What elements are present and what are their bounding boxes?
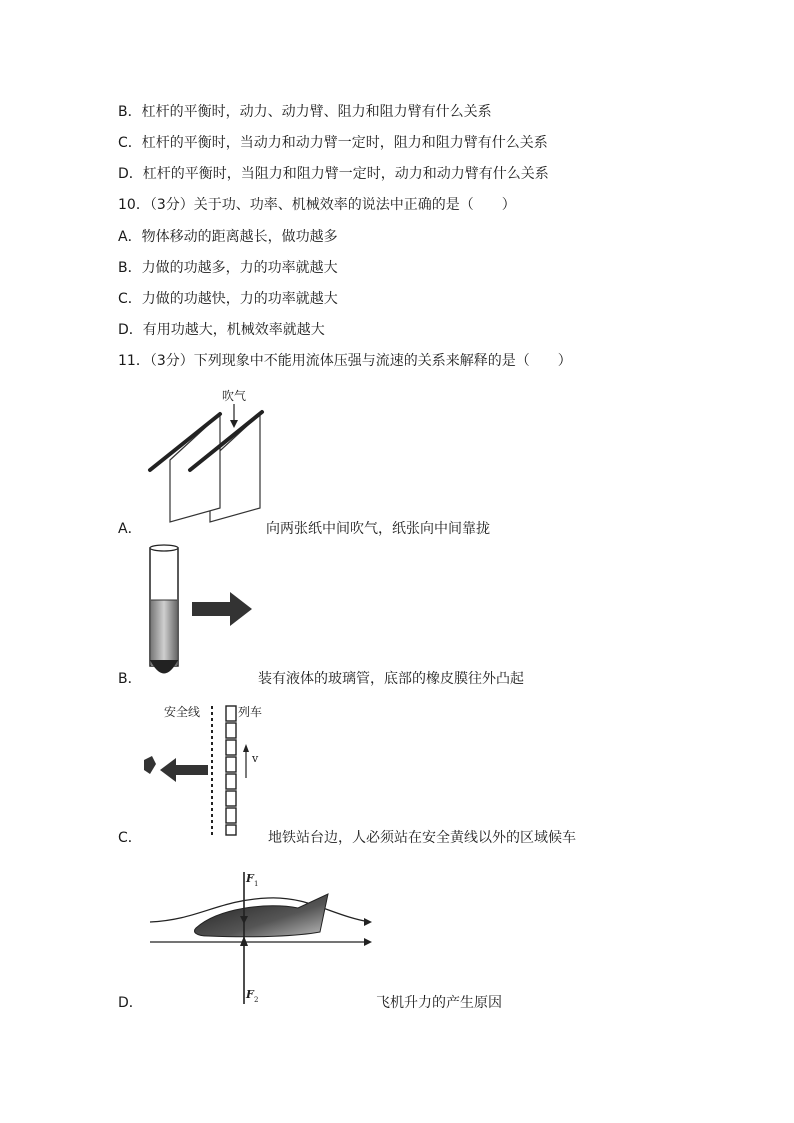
q11-option-d-letter: D． xyxy=(118,995,143,1011)
q11-option-d-caption: 飞机升力的产生原因 xyxy=(376,995,502,1011)
q10-option-c: C．力做的功越快，力的功率就越大 xyxy=(118,291,338,307)
velocity-label: v xyxy=(252,752,259,765)
blow-label: 吹气 xyxy=(222,389,247,403)
q9-option-b: B．杠杆的平衡时，动力、动力臂、阻力和阻力臂有什么关系 xyxy=(118,104,492,120)
q9-option-c: C．杠杆的平衡时，当动力和动力臂一定时，阻力和阻力臂有什么关系 xyxy=(118,135,548,151)
q11-option-b-caption: 装有液体的玻璃管，底部的橡皮膜往外凸起 xyxy=(258,671,524,687)
q11-option-c-caption: 地铁站台边，人必须站在安全黄线以外的区域候车 xyxy=(268,830,576,846)
q11-option-c-letter: C． xyxy=(118,830,142,846)
train-label: 列车 xyxy=(238,705,263,719)
q10-stem: 10．（3分）关于功、功率、机械效率的说法中正确的是（ ） xyxy=(118,197,516,213)
force-f1-label: F xyxy=(246,872,254,885)
q10-option-d: D．有用功越大，机械效率就越大 xyxy=(118,322,325,338)
airplane-wing-figure xyxy=(148,864,373,1014)
safety-line-label: 安全线 xyxy=(164,705,201,719)
q11-option-a-caption: 向两张纸中间吹气，纸张向中间靠拢 xyxy=(266,521,490,537)
q11-stem: 11．（3分）下列现象中不能用流体压强与流速的关系来解释的是（ ） xyxy=(118,353,572,369)
force-f2-label: F xyxy=(246,988,254,1001)
two-papers-figure xyxy=(140,384,270,529)
force-f2-subscript: 2 xyxy=(254,996,259,1004)
q10-option-b: B．力做的功越多，力的功率就越大 xyxy=(118,260,338,276)
q11-option-a-letter: A． xyxy=(118,521,142,537)
q10-option-a: A．物体移动的距离越长，做功越多 xyxy=(118,229,338,245)
subway-platform-figure xyxy=(140,700,280,840)
q11-option-b-letter: B． xyxy=(118,671,142,687)
q9-option-d: D．杠杆的平衡时，当阻力和阻力臂一定时，动力和动力臂有什么关系 xyxy=(118,166,549,182)
force-f1-subscript: 1 xyxy=(254,880,259,888)
glass-tube-figure xyxy=(140,542,260,682)
